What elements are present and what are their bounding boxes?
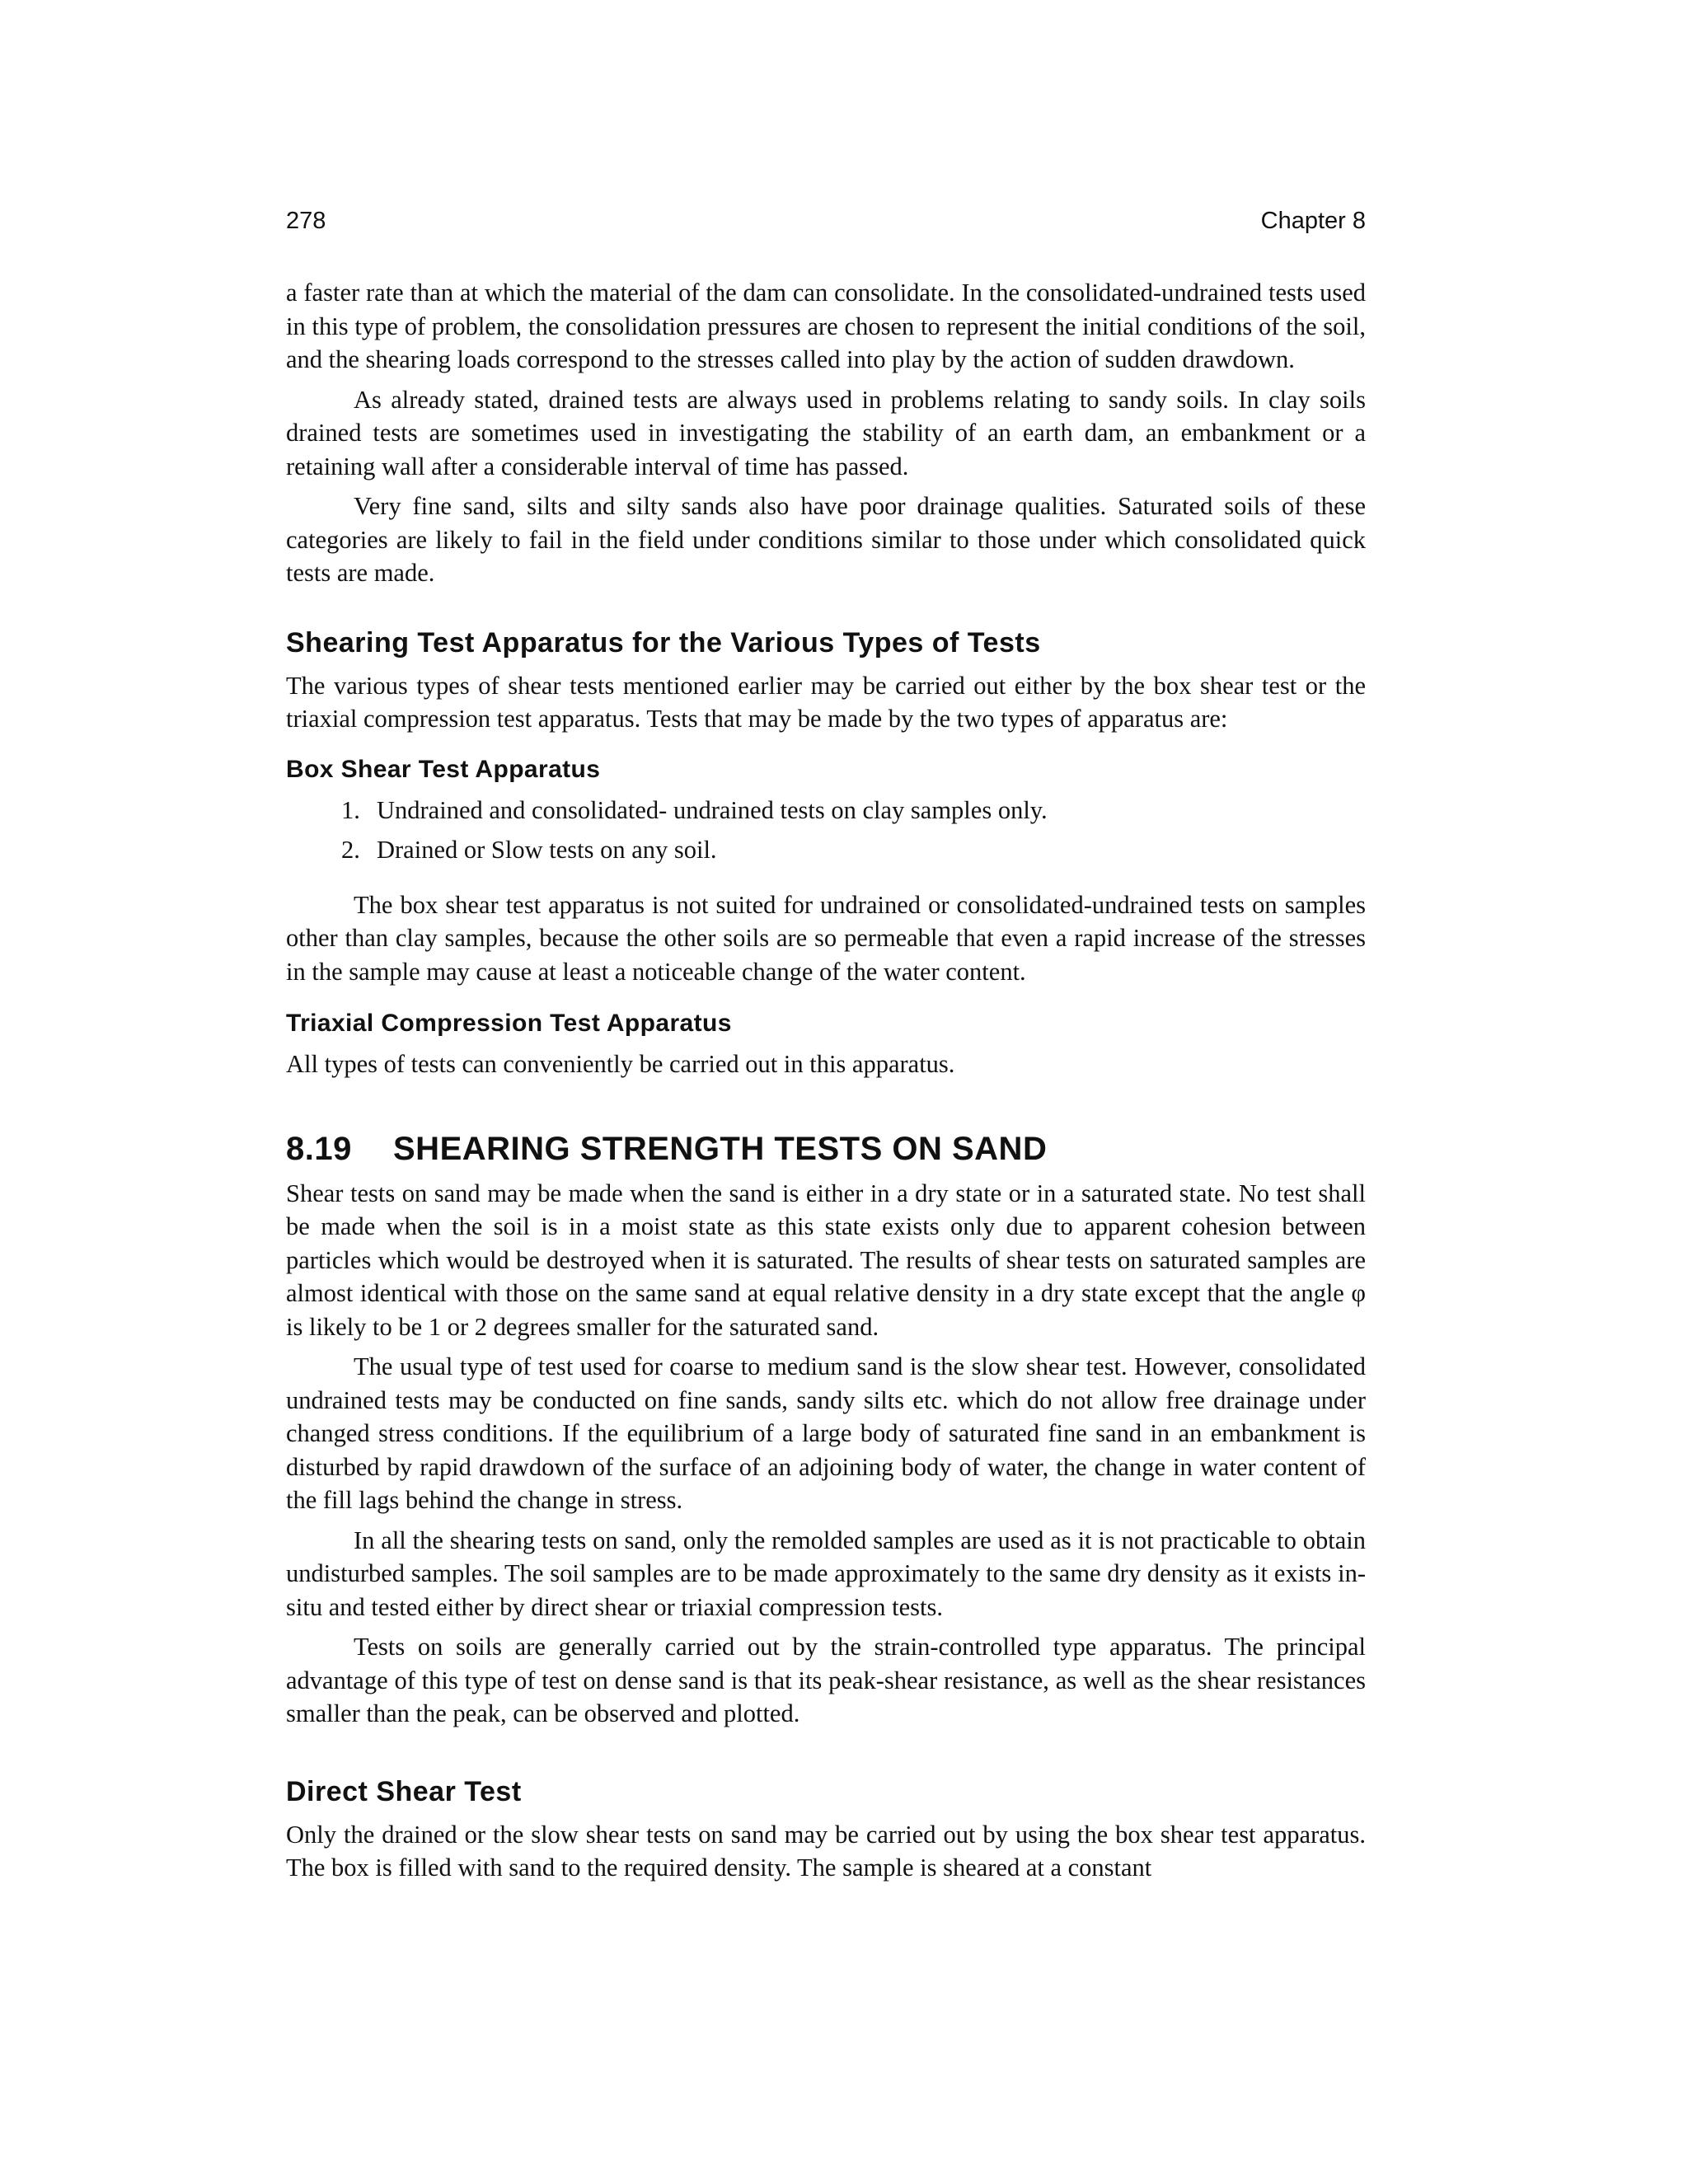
section-number: 8.19 bbox=[286, 1130, 352, 1167]
paragraph: Tests on soils are generally carried out by the strain-controlled type apparatus. The principal advantage of this type of test on dense sand is that its peak-shear resistance, as well as the shear resistances smaller than the peak, can be observed and plotted. bbox=[286, 1633, 1366, 1727]
paragraph: a faster rate than at which the material of the dam can consolidate. In the consolidated-undrained tests used in this type of problem, the consolidation pressures are chosen to represent the initial conditions of the soil, and the shearing loads correspond to the stresses called into play by the action of sudden drawdown. bbox=[286, 279, 1366, 373]
paragraph: The various types of shear tests mentioned earlier may be carried out either by the box shear test or the triaxial compression test apparatus. Tests that may be made by the two types of apparatus are: bbox=[286, 671, 1366, 733]
direct-shear-heading: Direct Shear Test bbox=[286, 1775, 522, 1807]
list-item bbox=[286, 833, 1366, 867]
apparatus-section-heading: Shearing Test Apparatus for the Various Types of Tests bbox=[286, 626, 1041, 658]
triaxial-heading: Triaxial Compression Test Apparatus bbox=[286, 1010, 732, 1037]
paragraph: In all the shearing tests on sand, only the remolded samples are used as it is not practicable to obtain undisturbed samples. The soil samples are to be made approximately to the same dry density as it exists in-situ and tested either by direct shear or triaxial compression tests. bbox=[286, 1526, 1366, 1621]
list-item-text: Undrained and consolidated- undrained tests on clay samples only. bbox=[377, 795, 1048, 824]
paragraph: Only the drained or the slow shear tests on sand may be carried out by using the box shear test apparatus. The box is filled with sand to the required density. The sample is sheared at a constant bbox=[286, 1820, 1366, 1882]
section-title: SHEARING STRENGTH TESTS ON SAND bbox=[393, 1130, 1048, 1167]
list-item-text: Drained or Slow tests on any soil. bbox=[377, 836, 717, 864]
page-number: 278 bbox=[286, 208, 326, 234]
section-heading-8-19 bbox=[286, 1129, 1366, 1169]
paragraph: The box shear test apparatus is not suited for undrained or consolidated-undrained tests on samples other than clay samples, because the other soils are so permeable that even a rapid increase of the stresses in the sample may cause at least a noticeable change of the water content. bbox=[286, 890, 1366, 986]
paragraph: Shear tests on sand may be made when the sand is either in a dry state or in a saturated state. No test shall be made when the soil is in a moist state as this state exists only due to apparent cohesion between particles which would be destroyed when it is saturated. The results of shear tests on saturated samples are almost identical with those on the same sand at equal relative density in a dry state except that the angle φ is likely to be 1 or 2 degrees smaller for the saturated sand. bbox=[286, 1179, 1366, 1341]
box-shear-heading: Box Shear Test Apparatus bbox=[286, 755, 601, 783]
paragraph: Very fine sand, silts and silty sands also have poor drainage qualities. Saturated soils of these categories are likely to fail in the field under conditions similar to those under which consolidated quick tests are made. bbox=[286, 492, 1366, 587]
chapter-label: Chapter 8 bbox=[1260, 208, 1366, 234]
page-header bbox=[286, 208, 1366, 249]
box-shear-list bbox=[286, 794, 1366, 867]
list-marker: 2. bbox=[341, 836, 360, 864]
list-marker: 1. bbox=[341, 795, 360, 824]
body-text bbox=[286, 276, 1366, 1891]
paragraph: The usual type of test used for coarse to medium sand is the slow shear test. However, consolidated undrained tests may be conducted on fine sands, sandy silts etc. which do not allow free drainage under changed stress conditions. If the equilibrium of a large body of saturated fine sand in an embankment is disturbed by rapid drawdown of the surface of an adjoining body of water, the change in water content of the fill lags behind the change in stress. bbox=[286, 1352, 1366, 1514]
paragraph: All types of tests can conveniently be carried out in this apparatus. bbox=[286, 1050, 955, 1078]
list-item bbox=[286, 794, 1366, 827]
paragraph: As already stated, drained tests are always used in problems relating to sandy soils. In clay soils drained tests are sometimes used in investigating the stability of an earth dam, an embankment or a retaining wall after a considerable interval of time has passed. bbox=[286, 385, 1366, 480]
